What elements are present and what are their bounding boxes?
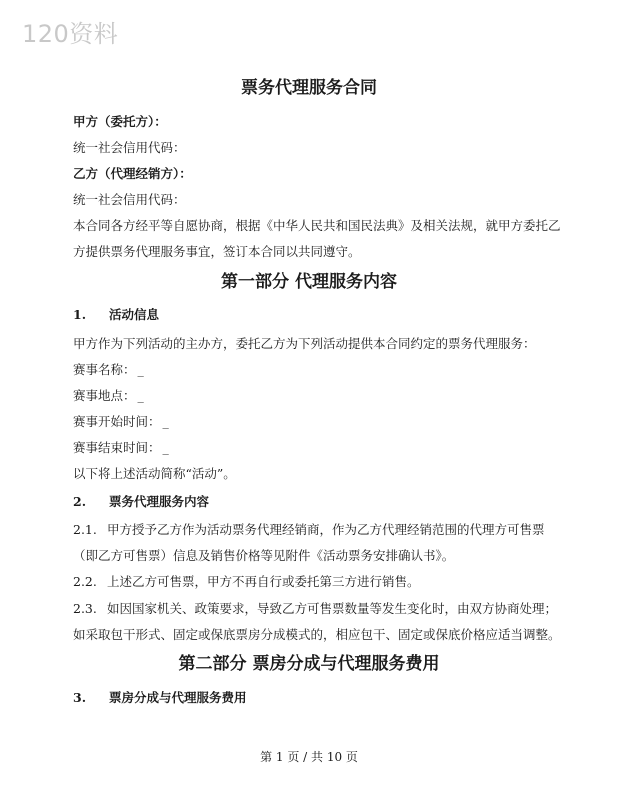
clause-text: 上述乙方可售票，甲方不再自行或委托第三方进行销售。	[107, 574, 420, 589]
clause-text: 如因国家机关、政策要求，导致乙方可售票数量等发生变化时，由双方协商处理；	[107, 601, 558, 616]
clause-2-1	[73, 522, 545, 538]
field-value: _	[137, 362, 144, 377]
clause-number: 2.3.	[73, 601, 97, 616]
section-2-title: 票务代理服务内容	[109, 494, 210, 509]
part-1-heading: 第一部分 代理服务内容	[221, 272, 397, 292]
page-footer: 第 1 页 / 共 10 页	[260, 750, 358, 764]
party-b-credit-code: 统一社会信用代码：	[73, 192, 186, 207]
section-1-body: 甲方作为下列活动的主办方，委托乙方为下列活动提供本合同约定的票务代理服务：	[73, 336, 536, 351]
clause-number: 2.2.	[73, 574, 97, 589]
field-label: 赛事名称：	[73, 362, 136, 377]
section-1-title: 活动信息	[109, 307, 160, 322]
section-2-number: 2.	[73, 494, 87, 509]
document-title: 票务代理服务合同	[241, 78, 377, 98]
intro-line-1: 本合同各方经平等自愿协商，根据《中华人民共和国民法典》及相关法规，就甲方委托乙	[73, 218, 561, 233]
intro-line-2: 方提供票务代理服务事宜，签订本合同以共同遵守。	[73, 244, 361, 259]
watermark: 120资料	[22, 20, 119, 48]
clause-text: 甲方授予乙方作为活动票务代理经销商，作为乙方代理经销范围的代理方可售票	[107, 522, 545, 537]
party-a-label: 甲方（委托方）：	[73, 114, 167, 129]
field-event-start	[73, 414, 169, 430]
field-label: 赛事开始时间：	[73, 414, 161, 429]
part-2-heading: 第二部分 票房分成与代理服务费用	[178, 654, 440, 674]
field-value: _	[162, 414, 169, 429]
section-1-heading	[73, 307, 159, 323]
section-3-heading	[73, 690, 247, 706]
party-b-label: 乙方（代理经销方）：	[73, 166, 192, 181]
party-a-credit-code: 统一社会信用代码：	[73, 140, 186, 155]
field-event-location	[73, 388, 144, 404]
field-value: _	[137, 388, 144, 403]
clause-2-3-continuation: 如采取包干形式、固定或保底票房分成模式的，相应包干、固定或保底价格应适当调整。	[73, 627, 561, 642]
clause-number: 2.1.	[73, 522, 97, 537]
section-1-number: 1.	[73, 307, 87, 322]
clause-2-2	[73, 574, 420, 590]
field-value: _	[162, 440, 169, 455]
field-label: 赛事结束时间：	[73, 440, 161, 455]
clause-2-1-continuation: （即乙方可售票）信息及销售价格等见附件《活动票务安排确认书》。	[73, 548, 455, 563]
field-label: 赛事地点：	[73, 388, 136, 403]
field-event-end	[73, 440, 169, 456]
section-1-note: 以下将上述活动简称“活动”。	[73, 466, 236, 481]
field-event-name	[73, 362, 144, 378]
section-2-heading	[73, 494, 209, 510]
section-3-title: 票房分成与代理服务费用	[109, 690, 247, 705]
clause-2-3	[73, 601, 557, 617]
section-3-number: 3.	[73, 690, 87, 705]
